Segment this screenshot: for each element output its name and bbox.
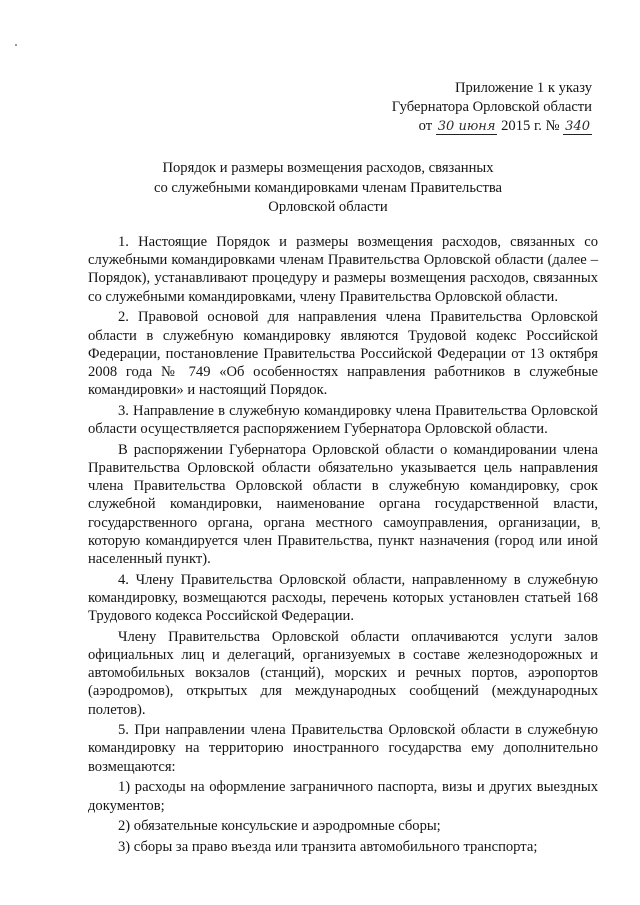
annex-header [292, 79, 592, 136]
paragraph-1: 1. Настоящие Порядок и размеры возмещения расходов, связанных со служебными командировками членам Правительства Орловской области (далее – Порядок), устанавливают процедуру и размеры возмещения расходов, связанных со служебными командировками, члену Правительства Орловской области. [88, 234, 598, 305]
paragraph-3-details: В распоряжении Губернатора Орловской области о командировании члена Правительства Орловской области обязательно указывается цель направления члена Правительства Орловской области в служебную командировку, срок служебной командировки, наименование органа государственной власти, государственного органа, органа местного самоуправления, организации, в которую командируется член Правительства, пункт назначения (город или иной населенный пункт). [88, 441, 598, 567]
title-line-1: Порядок и размеры возмещения расходов, связанных [162, 160, 494, 176]
list-item-3: 3) сборы за право въезда или транзита автомобильного транспорта; [118, 839, 538, 855]
annex-line-1: Приложение 1 к указу [454, 80, 592, 96]
title-line-2: со служебными командировками членам Правительства [153, 179, 503, 196]
handwritten-number: 340 [565, 119, 590, 134]
scan-speck [15, 44, 17, 46]
annex-line-2: Губернатора Орловской области [391, 99, 592, 115]
annex-date-prefix: от [418, 118, 433, 134]
title-line-3: Орловской области [268, 199, 388, 215]
list-item-2: 2) обязательные консульские и аэродромные сборы; [118, 818, 441, 835]
document-body [88, 233, 598, 859]
annex-date-line [292, 117, 592, 136]
paragraph-2: 2. Правовой основой для направления члена Правительства Орловской области в служебную командировку являются Трудовой кодекс Российской Федерации, постановление Правительства Российской Федерации от 13 октября 2008 года № 749 «Об особенностях направления работников в служебные командировки» и настоящий Порядок. [88, 309, 598, 399]
annex-year-text: 2015 г. № [501, 118, 560, 134]
paragraph-3: 3. Направление в служебную командировку члена Правительства Орловской области осуществляется распоряжением Губернатора Орловской области. [88, 402, 598, 438]
scan-speck [598, 527, 600, 529]
paragraph-5: 5. При направлении члена Правительства Орловской области в служебную командировку на территорию иностранного государства ему дополнительно возмещаются: [88, 722, 598, 775]
paragraph-4-details: Члену Правительства Орловской области оплачиваются услуги залов официальных лиц и делегаций, организуемых в составе железнодорожных и автомобильных вокзалов (станций), морских и речных портов, аэропортов (аэродромов), открытых для международных сообщений (международных полетов). [88, 628, 598, 718]
list-item-1: 1) расходы на оформление заграничного паспорта, визы и других выездных документов; [88, 779, 598, 814]
paragraph-4: 4. Члену Правительства Орловской области, направленному в служебную командировку, возмещаются расходы, перечень которых установлен статьей 168 Трудового кодекса Российской Федерации. [88, 571, 598, 625]
handwritten-date: 30 июня [437, 119, 496, 134]
document-title [88, 159, 568, 218]
